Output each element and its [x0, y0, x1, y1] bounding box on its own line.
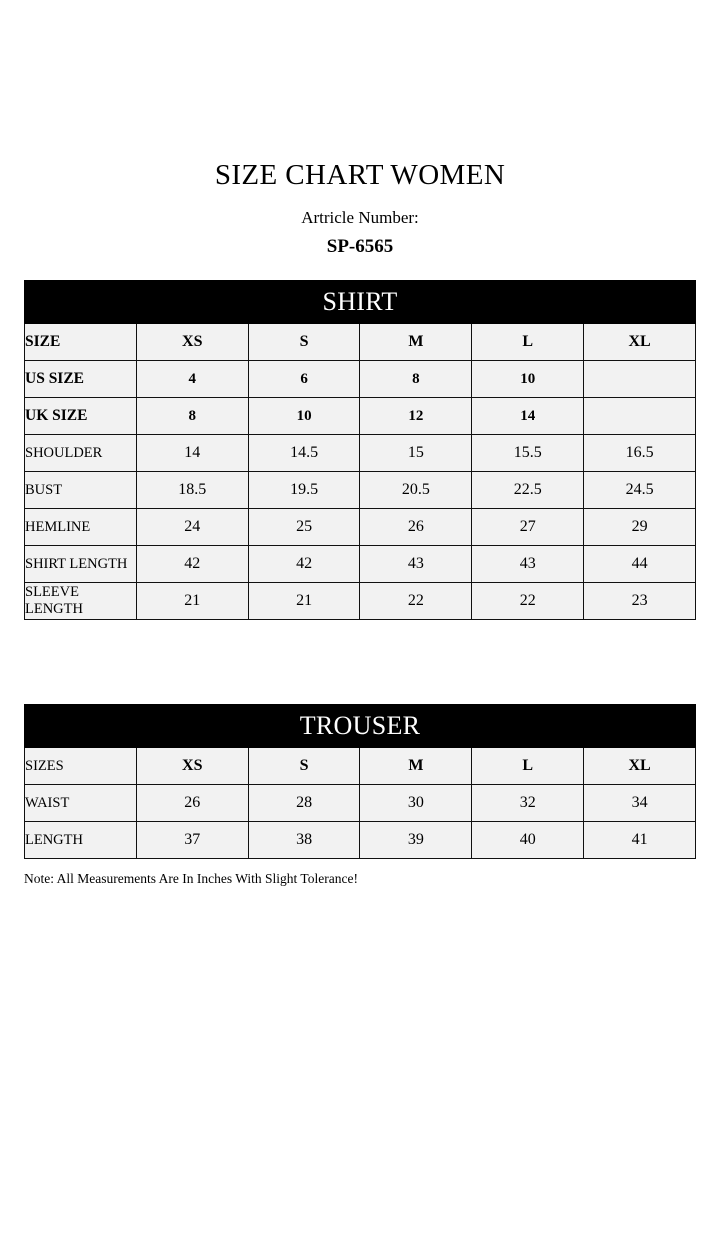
row-value: 34	[584, 785, 696, 822]
trouser-header-cell-3: M	[360, 748, 472, 785]
row-value: 15	[360, 435, 472, 472]
table-row	[25, 546, 696, 583]
shirt-header-cell-2: S	[248, 324, 360, 361]
row-value: 16.5	[584, 435, 696, 472]
row-value: 43	[472, 546, 584, 583]
row-value: 14.5	[248, 435, 360, 472]
row-value: 24	[136, 509, 248, 546]
row-label: US SIZE	[25, 361, 137, 398]
table-row	[25, 361, 696, 398]
table-row	[25, 509, 696, 546]
trouser-header-cell-0: SIZES	[25, 748, 137, 785]
table-row	[25, 435, 696, 472]
row-label: WAIST	[25, 785, 137, 822]
row-value: 43	[360, 546, 472, 583]
table-row	[25, 822, 696, 859]
table-row	[25, 583, 696, 620]
row-value: 40	[472, 822, 584, 859]
row-value: 38	[248, 822, 360, 859]
row-label: SHIRT LENGTH	[25, 546, 137, 583]
row-value: 30	[360, 785, 472, 822]
shirt-header-cell-4: L	[472, 324, 584, 361]
row-value: 12	[360, 398, 472, 435]
row-value: 25	[248, 509, 360, 546]
row-value: 42	[248, 546, 360, 583]
row-label: SLEEVE LENGTH	[25, 583, 137, 620]
table-row	[25, 398, 696, 435]
row-value: 37	[136, 822, 248, 859]
row-value: 22.5	[472, 472, 584, 509]
row-value: 24.5	[584, 472, 696, 509]
row-value: 26	[136, 785, 248, 822]
row-value: 14	[136, 435, 248, 472]
row-value: 14	[472, 398, 584, 435]
row-label: BUST	[25, 472, 137, 509]
row-value: 8	[360, 361, 472, 398]
row-value	[584, 361, 696, 398]
trouser-header-cell-2: S	[248, 748, 360, 785]
trouser-header-cell-1: XS	[136, 748, 248, 785]
shirt-header-cell-3: M	[360, 324, 472, 361]
row-value: 18.5	[136, 472, 248, 509]
trouser-header-cell-4: L	[472, 748, 584, 785]
row-value: 27	[472, 509, 584, 546]
trouser-header-cell-5: XL	[584, 748, 696, 785]
shirt-header-cell-5: XL	[584, 324, 696, 361]
shirt-header-cell-0: SIZE	[25, 324, 137, 361]
row-value: 28	[248, 785, 360, 822]
shirt-header-row	[25, 324, 696, 361]
row-value: 29	[584, 509, 696, 546]
size-chart-page	[0, 160, 720, 1240]
shirt-header-cell-1: XS	[136, 324, 248, 361]
trouser-heading: TROUSER	[25, 705, 696, 748]
row-value: 10	[472, 361, 584, 398]
row-value: 21	[248, 583, 360, 620]
article-number-label: Artricle Number:	[301, 208, 419, 228]
row-value: 15.5	[472, 435, 584, 472]
shirt-table-wrapper	[24, 280, 696, 620]
row-value: 41	[584, 822, 696, 859]
table-row	[25, 472, 696, 509]
row-value: 22	[472, 583, 584, 620]
row-label: SHOULDER	[25, 435, 137, 472]
row-value: 19.5	[248, 472, 360, 509]
row-value: 8	[136, 398, 248, 435]
row-label: HEMLINE	[25, 509, 137, 546]
row-value: 6	[248, 361, 360, 398]
page-title: SIZE CHART WOMEN	[214, 159, 506, 191]
row-value: 4	[136, 361, 248, 398]
trouser-header-row	[25, 748, 696, 785]
trouser-band-row	[25, 705, 696, 748]
row-value: 21	[136, 583, 248, 620]
row-label: LENGTH	[25, 822, 137, 859]
row-value: 39	[360, 822, 472, 859]
article-number-value: SP-6565	[326, 236, 394, 258]
note-wrapper	[24, 871, 696, 887]
row-value: 23	[584, 583, 696, 620]
row-value: 26	[360, 509, 472, 546]
trouser-size-table	[24, 704, 696, 859]
row-label: UK SIZE	[25, 398, 137, 435]
row-value	[584, 398, 696, 435]
row-value: 10	[248, 398, 360, 435]
measurement-note: Note: All Measurements Are In Inches With Slight Tolerance!	[24, 871, 358, 887]
row-value: 42	[136, 546, 248, 583]
row-value: 32	[472, 785, 584, 822]
shirt-size-table	[24, 280, 696, 620]
table-row	[25, 785, 696, 822]
row-value: 22	[360, 583, 472, 620]
shirt-band-row	[25, 281, 696, 324]
row-value: 20.5	[360, 472, 472, 509]
row-value: 44	[584, 546, 696, 583]
trouser-table-wrapper	[24, 704, 696, 859]
shirt-heading: SHIRT	[25, 281, 696, 324]
